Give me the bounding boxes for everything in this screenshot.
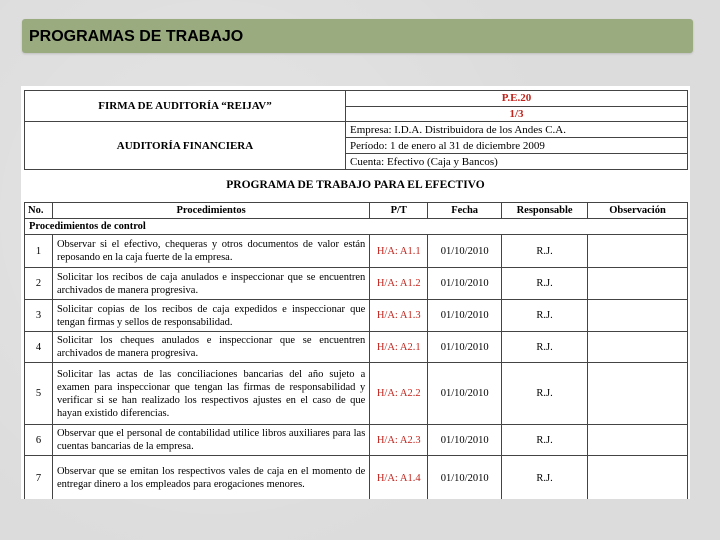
row-pt-ref: H/A: A1.2	[370, 268, 428, 300]
column-header: Fecha	[428, 203, 502, 219]
row-responsible: R.J.	[502, 425, 588, 456]
row-observation	[588, 456, 688, 500]
row-procedure: Solicitar los recibos de caja anulados e inspeccionar que se encuentren archivados de manera progresiva.	[52, 268, 369, 300]
procedures-table	[24, 202, 688, 499]
row-pt-ref: H/A: A2.1	[370, 332, 428, 363]
table-row	[25, 235, 688, 268]
column-header: P/T	[370, 203, 428, 219]
row-procedure: Solicitar copias de los recibos de caja expedidos e inspeccionar que tengan firmas y sellos de responsabilidad.	[52, 300, 369, 332]
row-observation	[588, 425, 688, 456]
row-responsible: R.J.	[502, 332, 588, 363]
row-pt-ref: H/A: A2.2	[370, 363, 428, 425]
row-number: 5	[25, 363, 53, 425]
table-header-row	[25, 203, 688, 219]
row-observation	[588, 268, 688, 300]
table-row	[25, 300, 688, 332]
row-date: 01/10/2010	[428, 235, 502, 268]
row-date: 01/10/2010	[428, 363, 502, 425]
document-header	[24, 90, 688, 170]
slide-title-bar	[22, 19, 693, 53]
slide-title: PROGRAMAS DE TRABAJO	[29, 28, 244, 45]
row-procedure: Observar que se emitan los respectivos vales de caja en el momento de entregar dinero a los empleados para erogaciones menores.	[52, 456, 369, 500]
row-responsible: R.J.	[502, 268, 588, 300]
row-date: 01/10/2010	[428, 425, 502, 456]
row-number: 6	[25, 425, 53, 456]
row-observation	[588, 363, 688, 425]
row-responsible: R.J.	[502, 235, 588, 268]
column-header: No.	[25, 203, 53, 219]
row-pt-ref: H/A: A2.3	[370, 425, 428, 456]
column-header: Observación	[588, 203, 688, 219]
column-header: Procedimientos	[52, 203, 369, 219]
row-number: 7	[25, 456, 53, 500]
account-field: Cuenta: Efectivo (Caja y Bancos)	[346, 154, 688, 170]
table-row	[25, 425, 688, 456]
row-number: 4	[25, 332, 53, 363]
audit-type: AUDITORÍA FINANCIERA	[25, 122, 346, 170]
row-date: 01/10/2010	[428, 456, 502, 500]
row-procedure: Solicitar los cheques anulados e inspeccionar que se encuentren archivados de manera progresiva.	[52, 332, 369, 363]
row-date: 01/10/2010	[428, 332, 502, 363]
row-number: 1	[25, 235, 53, 268]
row-number: 3	[25, 300, 53, 332]
period-field: Período: 1 de enero al 31 de diciembre 2009	[346, 138, 688, 154]
row-responsible: R.J.	[502, 300, 588, 332]
row-pt-ref: H/A: A1.1	[370, 235, 428, 268]
row-pt-ref: H/A: A1.3	[370, 300, 428, 332]
row-observation	[588, 300, 688, 332]
table-row	[25, 456, 688, 500]
table-row	[25, 363, 688, 425]
row-responsible: R.J.	[502, 363, 588, 425]
section-label: Procedimientos de control	[25, 219, 688, 235]
document-image	[21, 86, 690, 499]
row-date: 01/10/2010	[428, 300, 502, 332]
row-date: 01/10/2010	[428, 268, 502, 300]
page-indicator: 1/3	[346, 106, 688, 122]
company-field: Empresa: I.D.A. Distribuidora de los Andes C.A.	[346, 122, 688, 138]
row-responsible: R.J.	[502, 456, 588, 500]
row-procedure: Observar si el efectivo, chequeras y otros documentos de valor están reposando en la caja fuerte de la empresa.	[52, 235, 369, 268]
row-procedure: Solicitar las actas de las conciliaciones bancarias del año sujeto a examen para inspeccionar que tengan las firmas de responsabilidad y verificar si se han realizado los respectivos ajustes en el caso de que hayan existido diferencias.	[52, 363, 369, 425]
section-row	[25, 219, 688, 235]
table-row	[25, 268, 688, 300]
row-procedure: Observar que el personal de contabilidad utilice libros auxiliares para las cuentas bancarias de la empresa.	[52, 425, 369, 456]
row-observation	[588, 235, 688, 268]
firm-name: FIRMA DE AUDITORÍA “REIJAV”	[25, 91, 346, 122]
row-pt-ref: H/A: A1.4	[370, 456, 428, 500]
column-header: Responsable	[502, 203, 588, 219]
row-observation	[588, 332, 688, 363]
row-number: 2	[25, 268, 53, 300]
table-row	[25, 332, 688, 363]
program-title: PROGRAMA DE TRABAJO PARA EL EFECTIVO	[226, 179, 485, 191]
reference-code: P.E.20	[346, 91, 688, 107]
